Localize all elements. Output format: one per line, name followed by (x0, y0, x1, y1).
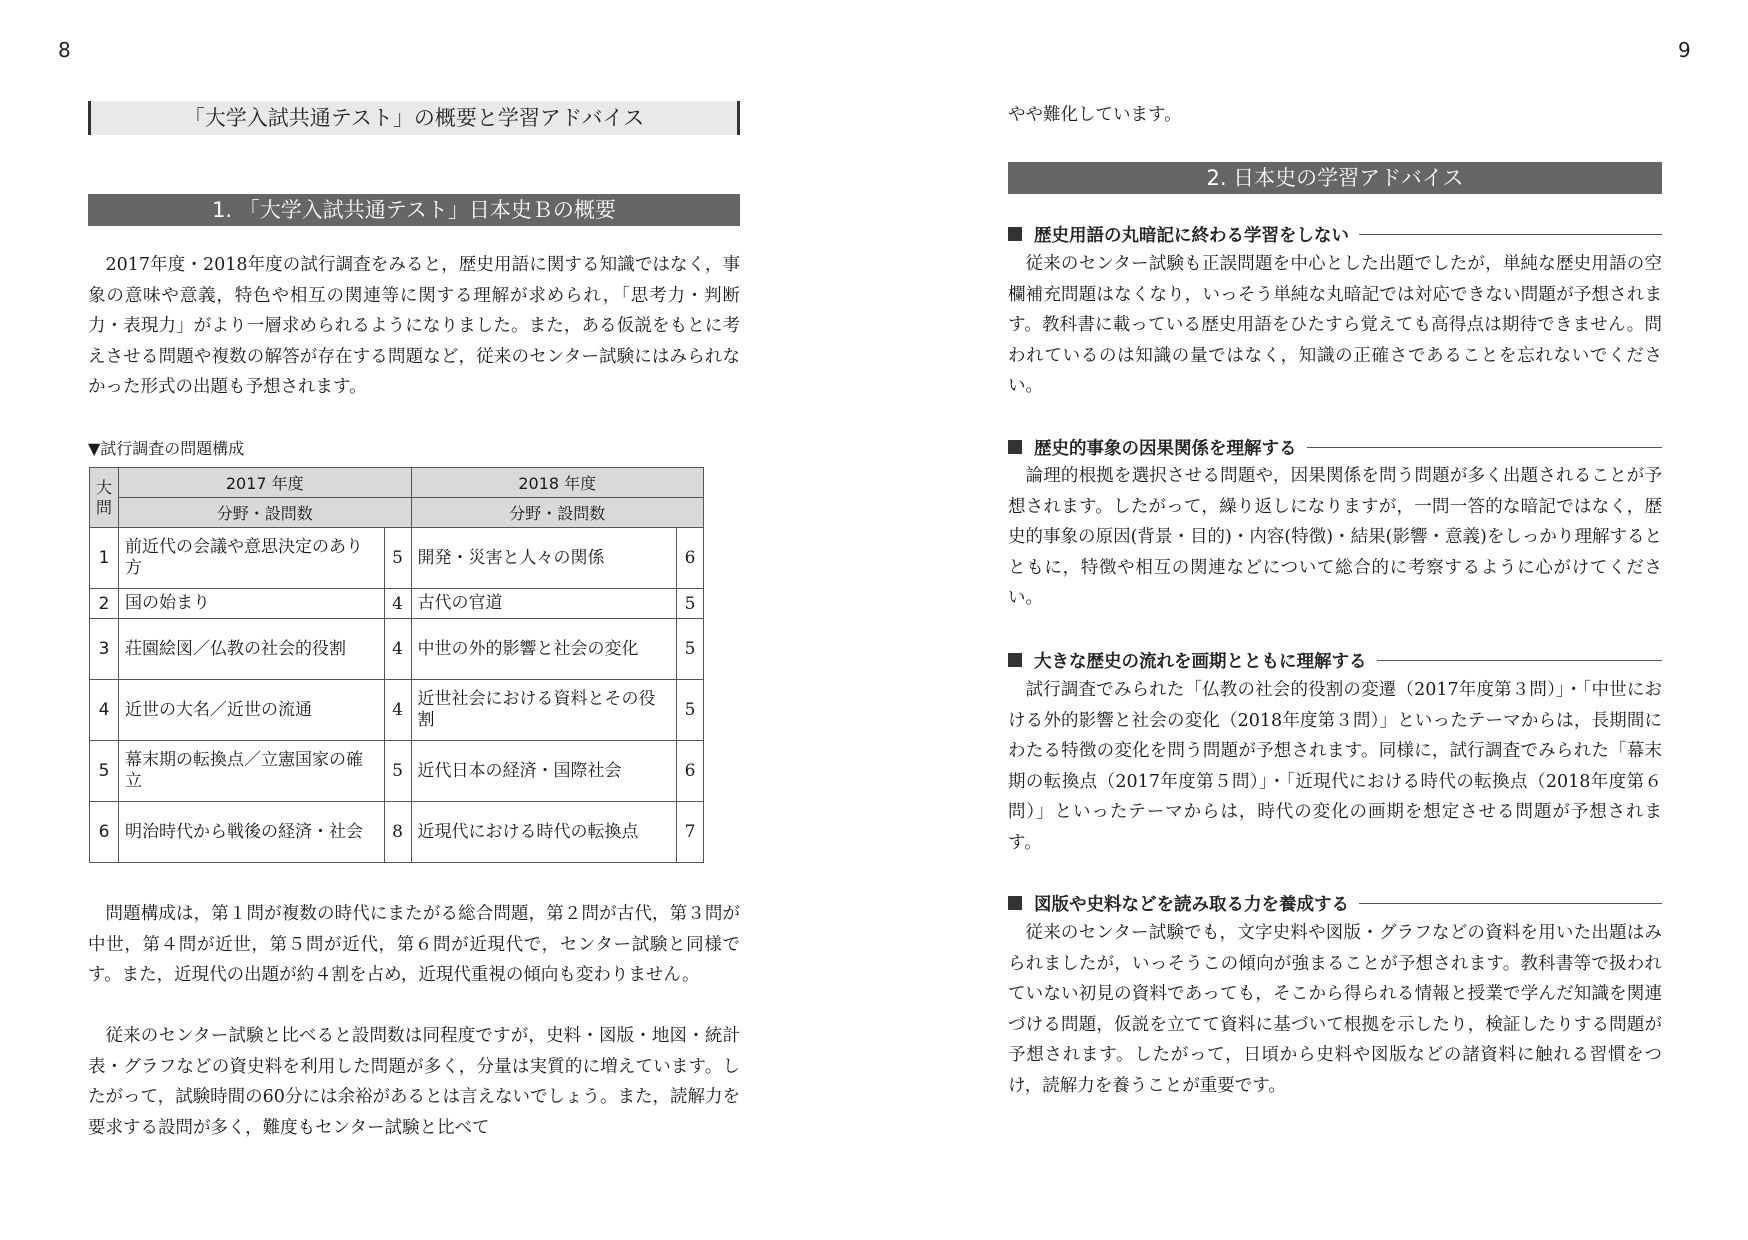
count-2017: 4 (384, 680, 411, 741)
square-bullet-icon (1008, 653, 1022, 667)
table-row (90, 589, 704, 619)
topic-2017: 国の始まり (119, 589, 385, 619)
advice-body-2: 論理的根拠を選択させる問題や，因果関係を問う問題が多く出題されることが予想されます。したがって，繰り返しになりますが，一問一答的な暗記ではなく，歴史的事象の原因(背景・目的)・内容(特徴)・結果(影響・意義)をしっかり理解するとともに，特徴や相互の関連などについて総合的に考察するように心がけてください。 (1008, 466, 1662, 608)
square-bullet-icon (1008, 440, 1022, 454)
count-2017: 4 (384, 619, 411, 680)
table-row (90, 802, 704, 863)
count-2018: 6 (677, 528, 704, 589)
table-row (90, 680, 704, 741)
table-row (90, 619, 704, 680)
heading-rule (1377, 660, 1663, 661)
row-number: 3 (90, 619, 119, 680)
page-number-right: 9 (1678, 38, 1691, 62)
heading-rule (1359, 903, 1662, 904)
section1-intro: 2017年度・2018年度の試行調査をみると，歴史用語に関する知識ではなく，事象の意味や意義，特色や相互の関連等に関する理解が求められ，「思考力・判断力・表現力」がより一層求められるようになりました。また，ある仮説をもとに考えさせる問題や複数の解答が存在する問題など，従来のセンター試験にはみられなかった形式の出題も予想されます。 (88, 255, 740, 397)
heading-rule (1359, 234, 1662, 235)
advice-body-1: 従来のセンター試験も正誤問題を中心とした出題でしたが，単純な歴史用語の空欄補充問題はなくなり，いっそう単純な丸暗記では対応できない問題が予想されます。教科書に載っている歴史用語をひたすら覚えても高得点は期待できません。問われているのは知識の量ではなく，知識の正確さであることを忘れないでください。 (1008, 254, 1662, 396)
advice-title: 歴史用語の丸暗記に終わる学習をしない (1034, 225, 1349, 246)
page-number-left: 8 (58, 38, 71, 62)
advice-heading-4 (1008, 891, 1662, 915)
topic-2018: 近代日本の経済・国際社会 (411, 741, 677, 802)
topic-2017: 明治時代から戦後の経済・社会 (119, 802, 385, 863)
topic-2018: 開発・災害と人々の関係 (411, 528, 677, 589)
table-row (90, 741, 704, 802)
count-2018: 5 (677, 680, 704, 741)
advice-title: 図版や史料などを読み取る力を養成する (1034, 894, 1349, 915)
count-2018: 5 (677, 619, 704, 680)
topic-2017: 近世の大名／近世の流通 (119, 680, 385, 741)
subheader-2017: 分野・設問数 (119, 498, 412, 528)
topic-2018: 近世社会における資料とその役割 (411, 680, 677, 741)
section1-heading: 1. 「大学入試共通テスト」日本史Ｂの概要 (88, 194, 740, 226)
section2-heading: 2. 日本史の学習アドバイス (1008, 162, 1662, 194)
table-row (90, 528, 704, 589)
topic-2018: 近現代における時代の転換点 (411, 802, 677, 863)
advice-body-3: 試行調査でみられた「仏教の社会的役割の変遷（2017年度第３問）」・「中世における外的影響と社会の変化（2018年度第３問）」といったテーマからは，長期間にわたる特徴の変化を問う問題が予想されます。同様に，試行調査でみられた「幕末期の転換点（2017年度第５問）」・「近現代における時代の転換点（2018年度第６問）」といったテーマからは，時代の変化の画期を想定させる問題が予想されます。 (1008, 680, 1662, 853)
column-header-2018: 2018 年度 (411, 468, 704, 498)
topic-2018: 中世の外的影響と社会の変化 (411, 619, 677, 680)
right-continuation: やや難化しています。 (1008, 105, 1182, 125)
row-number: 4 (90, 680, 119, 741)
count-2017: 8 (384, 802, 411, 863)
row-number: 2 (90, 589, 119, 619)
table-subheader-row (90, 498, 704, 528)
count-2017: 5 (384, 528, 411, 589)
advice-body-4: 従来のセンター試験でも，文字史料や図版・グラフなどの資料を用いた出題はみられましたが，いっそうこの傾向が強まることが予想されます。教科書等で扱われていない初見の資料であっても，そこから得られる情報と授業で学んだ知識を関連づける問題，仮説を立てて資料に基づいて根拠を示したり，検証したりする問題が予想されます。したがって，日頃から史料や図版などの諸資料に触れる習慣をつけ，読解力を養うことが重要です。 (1008, 923, 1662, 1096)
advice-heading-1 (1008, 222, 1662, 246)
square-bullet-icon (1008, 896, 1022, 910)
main-heading: 「大学入試共通テスト」の概要と学習アドバイス (88, 101, 740, 135)
topic-2017: 荘園絵図／仏教の社会的役割 (119, 619, 385, 680)
left-paragraph-2: 従来のセンター試験と比べると設問数は同程度ですが，史料・図版・地図・統計表・グラフなどの資史料を利用した問題が多く，分量は実質的に増えています。したがって，試験時間の60分には余裕があるとは言えないでしょう。また，読解力を要求する設問が多く，難度もセンター試験と比べて (88, 1026, 740, 1138)
row-number: 5 (90, 741, 119, 802)
exam-structure-table (89, 467, 704, 863)
advice-title: 歴史的事象の因果関係を理解する (1034, 438, 1297, 459)
advice-heading-2 (1008, 435, 1662, 459)
count-2017: 4 (384, 589, 411, 619)
advice-heading-3 (1008, 648, 1662, 672)
table-caption: ▼試行調査の問題構成 (88, 439, 245, 458)
row-number: 6 (90, 802, 119, 863)
topic-2017: 前近代の会議や意思決定のあり方 (119, 528, 385, 589)
column-header-dai: 大問 (90, 468, 119, 528)
advice-title: 大きな歴史の流れを画期とともに理解する (1034, 651, 1367, 672)
count-2018: 5 (677, 589, 704, 619)
count-2018: 7 (677, 802, 704, 863)
column-header-2017: 2017 年度 (119, 468, 412, 498)
table-header-row (90, 468, 704, 498)
subheader-2018: 分野・設問数 (411, 498, 704, 528)
row-number: 1 (90, 528, 119, 589)
count-2017: 5 (384, 741, 411, 802)
topic-2018: 古代の官道 (411, 589, 677, 619)
topic-2017: 幕末期の転換点／立憲国家の確立 (119, 741, 385, 802)
count-2018: 6 (677, 741, 704, 802)
heading-rule (1307, 447, 1663, 448)
square-bullet-icon (1008, 227, 1022, 241)
left-paragraph-1: 問題構成は，第１問が複数の時代にまたがる総合問題，第２問が古代，第３問が中世，第４問が近世，第５問が近代，第６問が近現代で，センター試験と同様です。また，近現代の出題が約４割を占め，近現代重視の傾向も変わりません。 (88, 904, 740, 985)
